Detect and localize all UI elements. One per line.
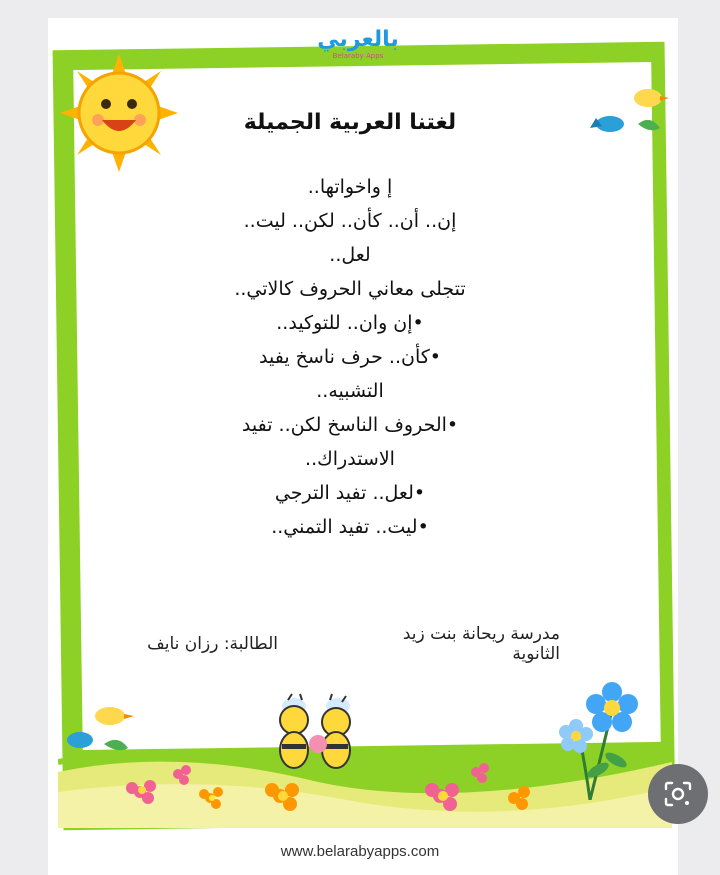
flower-icon [550, 670, 650, 800]
logo-text: بالعربي [317, 27, 399, 52]
body-line: •الحروف الناسخ لكن.. تفيد [241, 414, 459, 436]
body-line: تتجلى معاني الحروف كالاتي.. [234, 278, 466, 300]
body-line: الاستدراك.. [305, 448, 395, 470]
site-logo [313, 22, 403, 66]
body-line: •إن وان.. للتوكيد.. [276, 312, 424, 334]
student-name: الطالبة: رزان نايف [147, 634, 278, 654]
body-line: •ليت.. تفيد التمني.. [271, 516, 429, 538]
body-text [190, 170, 510, 544]
lens-search-button[interactable] [648, 764, 708, 824]
body-line: •كأن.. حرف ناسخ يفيد [259, 346, 441, 368]
lens-search-icon [663, 781, 693, 807]
school-name: مدرسة ريحانة بنت زيد الثانوية [402, 624, 560, 664]
sun-icon [60, 54, 178, 172]
body-line: لعل.. [329, 244, 371, 266]
body-line: إ واخواتها.. [307, 176, 393, 198]
page-title: لغتنا العربية الجميلة [243, 110, 457, 135]
logo-subtext: Belaraby Apps [332, 52, 384, 60]
bird-icon [590, 84, 670, 146]
flower-icon [120, 760, 540, 820]
body-line: •لعل.. تفيد الترجي [274, 482, 426, 504]
bird-icon [62, 700, 142, 762]
body-line: التشبيه.. [316, 380, 384, 402]
body-line: إن.. أن.. كأن.. لكن.. ليت.. [243, 210, 457, 232]
website-url: www.belarabyapps.com [280, 843, 440, 860]
